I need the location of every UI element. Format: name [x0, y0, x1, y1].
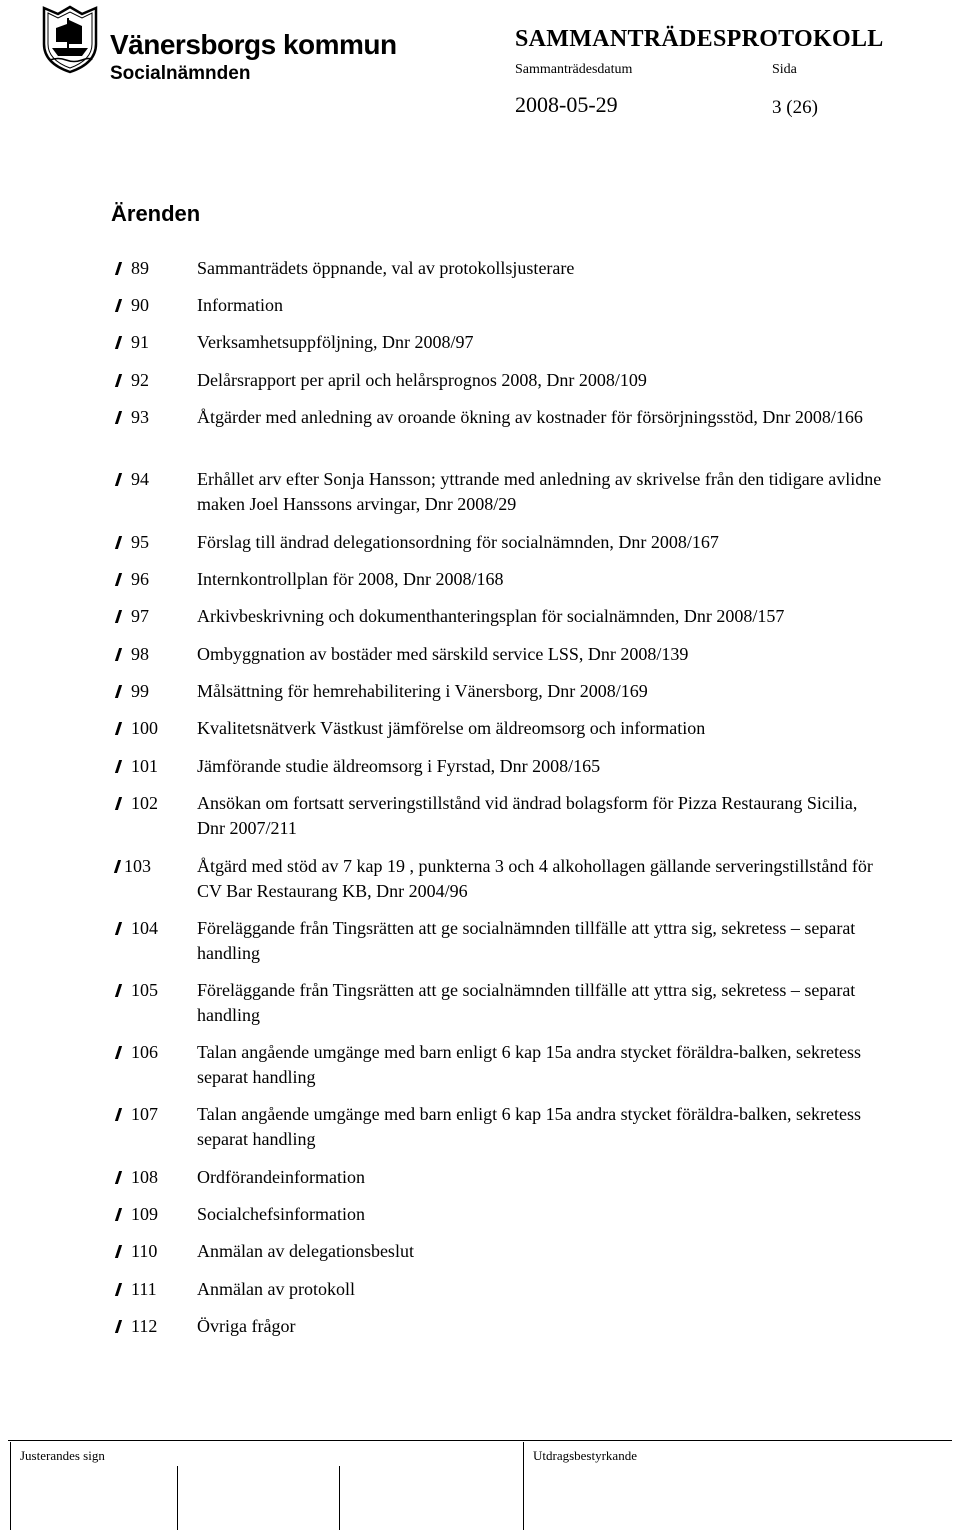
- agenda-item-number: 103: [124, 856, 151, 876]
- agenda-item-text: Talan angående umgänge med barn enligt 6 kap 15a andra stycket föräldra-balken, sekretess separat handling: [197, 1104, 861, 1149]
- bullet-icon: [110, 1239, 130, 1264]
- bullet-icon: [110, 467, 130, 492]
- signature-box-divider: [177, 1466, 178, 1530]
- agenda-item-text: Kvalitetsnätverk Västkust jämförelse om äldreomsorg och information: [197, 718, 706, 738]
- agenda-item-number: 110: [131, 1241, 158, 1261]
- agenda-item-text: Föreläggande från Tingsrätten att ge socialnämnden tillfälle att yttra sig, sekretess – separat handling: [197, 918, 856, 963]
- bullet-icon: [110, 1314, 130, 1339]
- agenda-item-text: Åtgärd med stöd av 7 kap 19 , punkterna 3 och 4 alkohollagen gällande serveringstillstånd för CV Bar Restaurang KB, Dnr 2004/96: [197, 856, 873, 901]
- bullet-icon: [110, 1165, 130, 1190]
- agenda-item-number: 112: [131, 1316, 158, 1336]
- agenda-item-number: 108: [131, 1167, 158, 1187]
- bullet-icon: [110, 293, 130, 318]
- bullet-icon: [110, 978, 130, 1003]
- agenda-item-number: 89: [131, 258, 149, 278]
- agenda-item-text: Förslag till ändrad delegationsordning för socialnämnden, Dnr 2008/167: [197, 532, 719, 552]
- agenda-item-number: 109: [131, 1204, 158, 1224]
- page-number: 3 (26): [772, 97, 818, 118]
- agenda-item-text: Sammanträdets öppnande, val av protokollsjusterare: [197, 258, 575, 278]
- agenda-item-number: 97: [131, 606, 149, 626]
- agenda-item-text: Åtgärder med anledning av oroande ökning av kostnader för försörjningsstöd, Dnr 2008/166: [197, 407, 863, 427]
- agenda-item-number: 102: [131, 793, 158, 813]
- signature-label: Justerandes sign: [20, 1448, 105, 1463]
- agenda-item-text: Ordförandeinformation: [197, 1167, 365, 1187]
- signature-box-divider: [339, 1466, 340, 1530]
- agenda-item-number: 98: [131, 644, 149, 664]
- agenda-item-text: Övriga frågor: [197, 1316, 296, 1336]
- meeting-date-label: Sammanträdesdatum: [515, 62, 633, 77]
- agenda-item-text: Information: [197, 295, 283, 315]
- agenda-item-text: Jämförande studie äldreomsorg i Fyrstad, Dnr 2008/165: [197, 756, 601, 776]
- agenda-item-text: Föreläggande från Tingsrätten att ge socialnämnden tillfälle att yttra sig, sekretess – separat handling: [197, 980, 856, 1025]
- agenda-item-number: 91: [131, 332, 149, 352]
- bullet-icon: [110, 530, 130, 555]
- bullet-icon: [110, 567, 130, 592]
- agenda-item-text: Socialchefsinformation: [197, 1204, 365, 1224]
- agenda-item-text: Anmälan av protokoll: [197, 1279, 355, 1299]
- section-title: Ärenden: [111, 201, 201, 226]
- agenda-item-number: 99: [131, 681, 149, 701]
- agenda-item-text: Talan angående umgänge med barn enligt 6 kap 15a andra stycket föräldra-balken, sekretess separat handling: [197, 1042, 861, 1087]
- bullet-icon: [110, 716, 130, 741]
- bullet-icon: [110, 642, 130, 667]
- bullet-icon: [110, 405, 130, 430]
- agenda-item-number: 111: [131, 1279, 157, 1299]
- agenda-item-text: Delårsrapport per april och helårsprognos 2008, Dnr 2008/109: [197, 370, 647, 390]
- agenda-item-number: 92: [131, 370, 149, 390]
- ship-crest-icon: [38, 4, 102, 74]
- agenda-item-number: 93: [131, 407, 149, 427]
- footer-divider: [523, 1442, 524, 1530]
- org-unit: Socialnämnden: [110, 63, 251, 84]
- footer-divider: [10, 1442, 11, 1530]
- agenda-item-text: Verksamhetsuppföljning, Dnr 2008/97: [197, 332, 474, 352]
- agenda-item-text: Erhållet arv efter Sonja Hansson; yttrande med anledning av skrivelse från den tidigare avlidne maken Joel Hanssons arvingar, Dnr 2008/29: [197, 469, 882, 514]
- bullet-icon: [110, 1040, 130, 1065]
- agenda-item-number: 94: [131, 469, 149, 489]
- bullet-icon: [110, 1202, 130, 1227]
- bullet-icon: [110, 916, 130, 941]
- agenda-item-number: 104: [131, 918, 158, 938]
- agenda-item-text: Ombyggnation av bostäder med särskild service LSS, Dnr 2008/139: [197, 644, 689, 664]
- bullet-icon: [110, 791, 130, 816]
- bullet-icon: [110, 368, 130, 393]
- agenda-item-number: 96: [131, 569, 149, 589]
- agenda-item-text: Anmälan av delegationsbeslut: [197, 1241, 414, 1261]
- agenda-item-text: Ansökan om fortsatt serveringstillstånd vid ändrad bolagsform för Pizza Restaurang Sicilia, Dnr 2007/211: [197, 793, 858, 838]
- agenda-item-text: Internkontrollplan för 2008, Dnr 2008/168: [197, 569, 504, 589]
- extract-certification-label: Utdragsbestyrkande: [533, 1448, 637, 1463]
- bullet-icon: [110, 679, 130, 704]
- org-name: Vänersborgs kommun: [110, 29, 397, 60]
- bullet-icon: [110, 1102, 130, 1127]
- bullet-icon: [110, 604, 130, 629]
- agenda-item-number: 100: [131, 718, 158, 738]
- agenda-item-number: 105: [131, 980, 158, 1000]
- agenda-item-text: Målsättning för hemrehabilitering i Vänersborg, Dnr 2008/169: [197, 681, 648, 701]
- document-type: SAMMANTRÄDESPROTOKOLL: [515, 26, 884, 52]
- agenda-item-number: 106: [131, 1042, 158, 1062]
- agenda-item-text: Arkivbeskrivning och dokumenthanteringsplan för socialnämnden, Dnr 2008/157: [197, 606, 785, 626]
- bullet-icon: [110, 256, 130, 281]
- agenda-item-number: 101: [131, 756, 158, 776]
- page-label: Sida: [772, 62, 797, 77]
- footer-rule: [8, 1440, 952, 1441]
- agenda-item-number: 95: [131, 532, 149, 552]
- bullet-icon: [110, 330, 130, 355]
- agenda-item-number: 107: [131, 1104, 158, 1124]
- bullet-icon: [110, 754, 130, 779]
- meeting-date: 2008-05-29: [515, 92, 618, 117]
- bullet-icon: [110, 1277, 130, 1302]
- agenda-item-number: 90: [131, 295, 149, 315]
